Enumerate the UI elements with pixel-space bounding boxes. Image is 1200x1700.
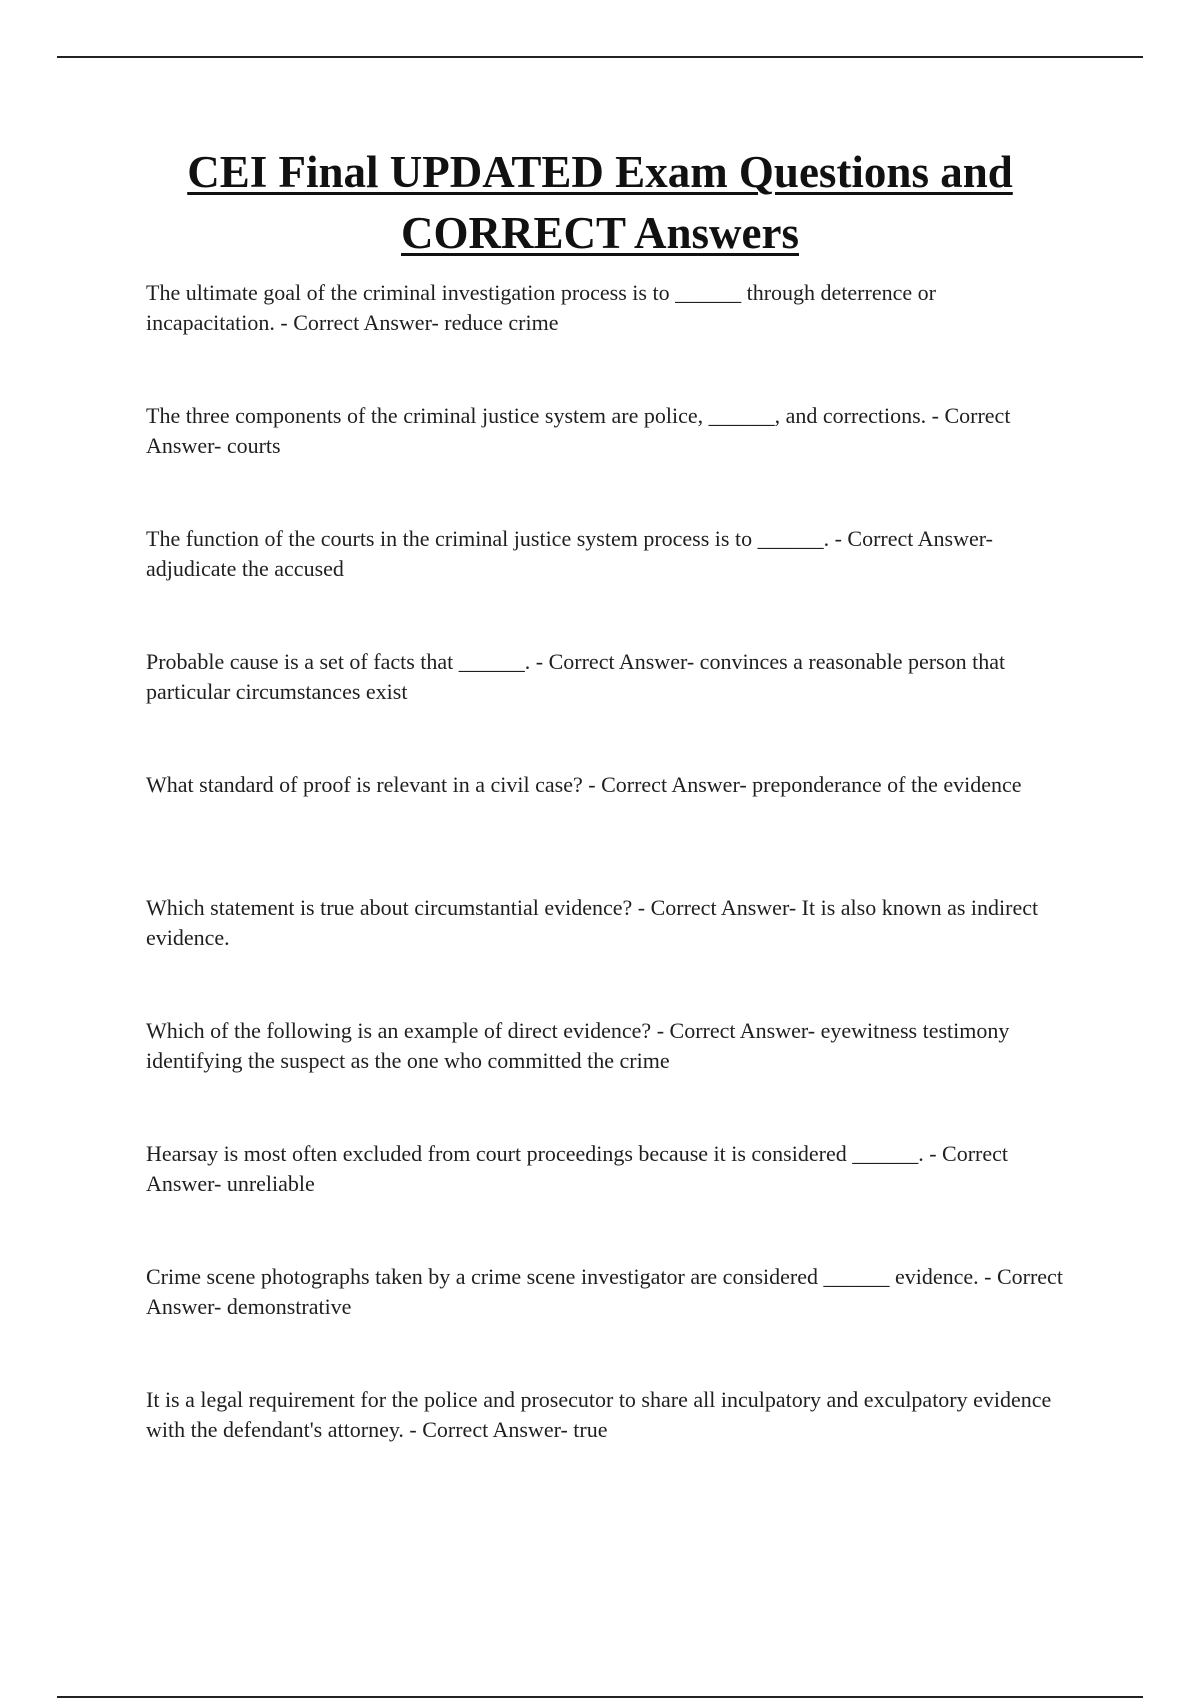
qa-item-4: Probable cause is a set of facts that ______. - Correct Answer- convinces a reasonable person that particular circumstances exist — [146, 649, 1006, 704]
qa-item-1: The ultimate goal of the criminal investigation process is to ______ through deterrence or incapacitation. - Correct Answer- reduce crime — [146, 280, 936, 335]
document-title: CEI Final UPDATED Exam Questions and CORRECT Answers — [187, 147, 1013, 258]
qa-item-9: Crime scene photographs taken by a crime scene investigator are considered ______ evidence. - Correct Answer- demonstrative — [146, 1264, 1063, 1319]
qa-item-2: The three components of the criminal justice system are police, ______, and corrections. - Correct Answer- courts — [146, 403, 1011, 458]
qa-item-5: What standard of proof is relevant in a civil case? - Correct Answer- preponderance of the evidence — [146, 772, 1022, 797]
qa-item-8: Hearsay is most often excluded from court proceedings because it is considered ______. - Correct Answer- unreliable — [146, 1141, 1009, 1196]
qa-item-3: The function of the courts in the criminal justice system process is to ______. - Correct Answer- adjudicate the accused — [146, 526, 993, 581]
header-divider — [57, 56, 1143, 58]
qa-item-7: Which of the following is an example of direct evidence? - Correct Answer- eyewitness testimony identifying the suspect as the one who committed the crime — [146, 1018, 1010, 1073]
qa-item-10: It is a legal requirement for the police and prosecutor to share all inculpatory and exculpatory evidence with the defendant's attorney. - Correct Answer- true — [146, 1387, 1052, 1442]
question-answer-list — [146, 278, 1066, 1508]
footer-divider — [57, 1696, 1143, 1698]
qa-item-6: Which statement is true about circumstantial evidence? - Correct Answer- It is also known as indirect evidence. — [146, 895, 1039, 950]
